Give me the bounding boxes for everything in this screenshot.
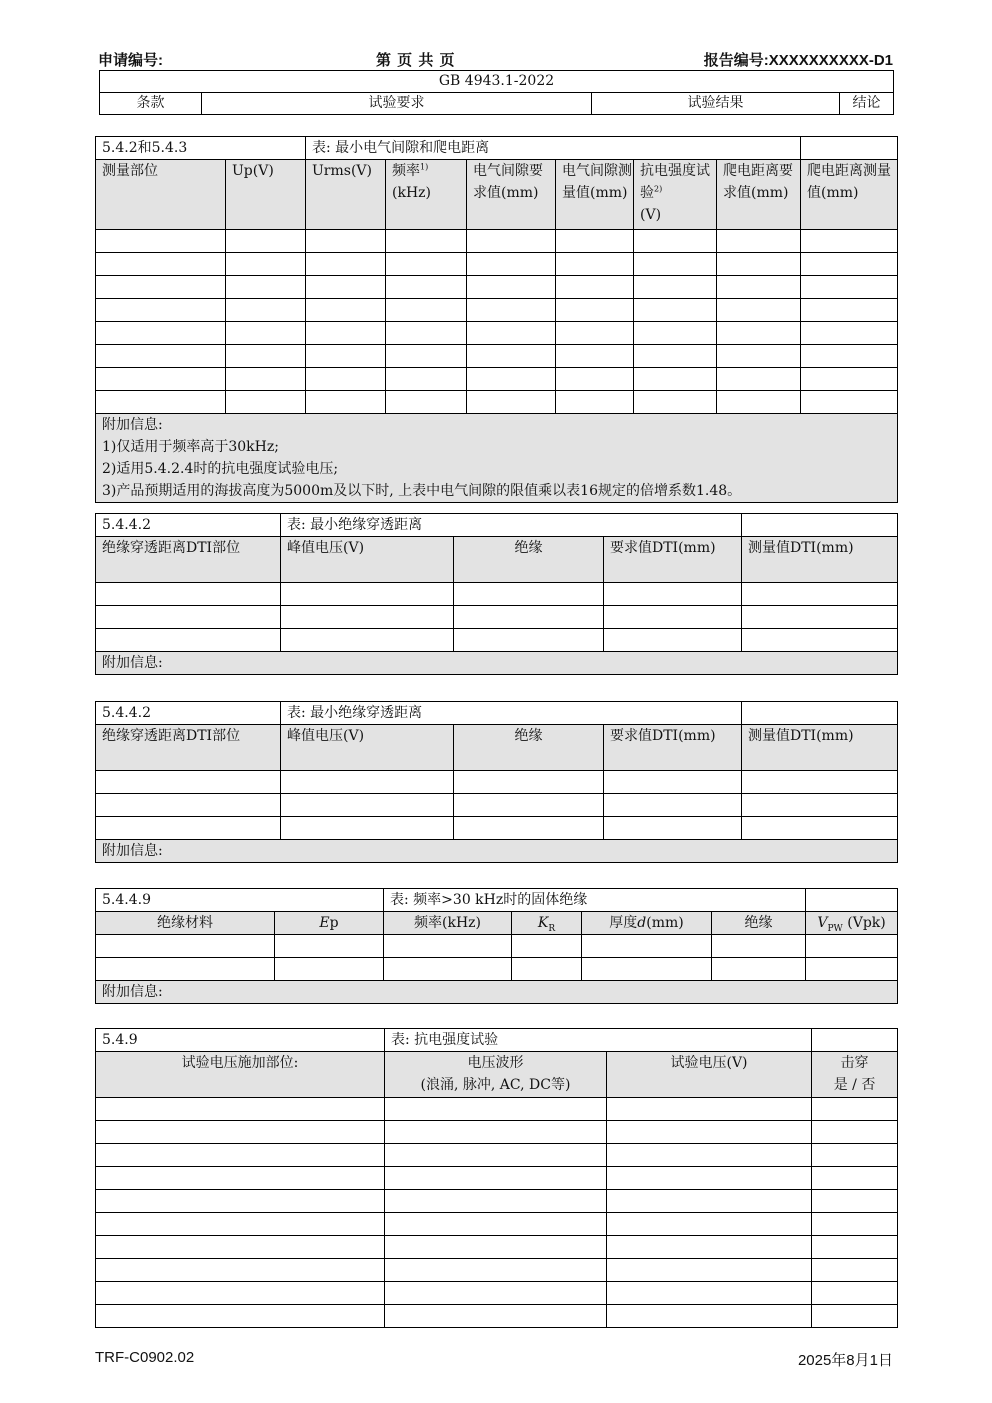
standard-header-table: [99, 70, 894, 115]
additional-info: 附加信息:: [96, 652, 898, 675]
header-insulation: 绝缘: [712, 912, 806, 935]
table-row[interactable]: [96, 1305, 898, 1328]
header-frequency: 频率(kHz): [384, 912, 512, 935]
table-title: 表: 最小电气间隙和爬电距离: [306, 137, 801, 160]
col-result: 试验结果: [592, 93, 840, 115]
form-date: 2025年8月1日: [797, 1352, 893, 1369]
report-no-label: 报告编号:: [703, 52, 769, 69]
table-row[interactable]: [96, 299, 898, 322]
header-electric-strength: 抗电强度试验$^{2)}$ (V): [634, 160, 717, 230]
table-title: 表: 最小绝缘穿透距离: [281, 514, 742, 537]
table-row[interactable]: [96, 629, 898, 652]
table-row[interactable]: [96, 1121, 898, 1144]
table-row[interactable]: [96, 1190, 898, 1213]
page-count: 第 页 共 页: [376, 52, 456, 69]
clause-number: 5.4.2和5.4.3: [96, 137, 306, 160]
table-row[interactable]: [96, 368, 898, 391]
distance-through-insulation-table-1: [95, 513, 898, 675]
header-clearance-measured: 电气间隙测量值(mm): [556, 160, 634, 230]
additional-info: [96, 414, 898, 503]
additional-info-title: 附加信息:: [102, 417, 163, 433]
clause-number: 5.4.4.2: [96, 702, 281, 725]
table-row[interactable]: [96, 1167, 898, 1190]
col-clause: 条款: [100, 93, 202, 115]
table-row[interactable]: [96, 958, 898, 981]
note-2: 2)适用5.4.2.4时的抗电强度试验电压;: [102, 461, 339, 477]
table-row[interactable]: [96, 1213, 898, 1236]
verdict-cell[interactable]: [812, 1029, 898, 1052]
table-row[interactable]: [96, 1144, 898, 1167]
header-insulation: 绝缘: [454, 537, 604, 583]
table-title: 表: 抗电强度试验: [385, 1029, 812, 1052]
header-test-voltage: 试验电压(V): [607, 1052, 812, 1098]
header-material: 绝缘材料: [96, 912, 275, 935]
header-peak-voltage: 峰值电压(V): [281, 725, 454, 771]
clause-number: 5.4.9: [102, 1032, 138, 1048]
table-row[interactable]: [96, 322, 898, 345]
header-creepage-required: 爬电距离要求值(mm): [717, 160, 801, 230]
header-dti-measured: 测量值DTI(mm): [742, 537, 898, 583]
clause-title-cell: [96, 1029, 385, 1052]
table-row[interactable]: [96, 253, 898, 276]
header-dti-measured: 测量值DTI(mm): [742, 725, 898, 771]
header-dti-location: 绝缘穿透距离DTI部位: [96, 537, 281, 583]
table-row[interactable]: [96, 817, 898, 840]
table-row[interactable]: [96, 1259, 898, 1282]
header-vpw: $V_{PW}$ (Vpk): [806, 912, 898, 935]
header-dti-location: 绝缘穿透距离DTI部位: [96, 725, 281, 771]
distance-through-insulation-table-2: [95, 701, 898, 863]
table-row[interactable]: [96, 606, 898, 629]
table-row[interactable]: [96, 1236, 898, 1259]
standard-code: GB 4943.1-2022: [100, 71, 894, 93]
report-no-value: XXXXXXXXXX-D1: [768, 52, 893, 69]
table-row[interactable]: [96, 230, 898, 253]
header-creepage-measured: 爬电距离测量值(mm): [801, 160, 898, 230]
additional-info: 附加信息:: [96, 981, 898, 1004]
note-3: 3)产品预期适用的海拔高度为5000m及以下时, 上表中电气间隙的限值乘以表16规定的倍增系数1.48。: [102, 483, 742, 499]
header-frequency: 频率$^{1)}$ (kHz): [386, 160, 467, 230]
table-title: 表: 频率>30 kHz时的固体绝缘: [384, 889, 806, 912]
clause-number: 5.4.4.9: [102, 892, 151, 908]
header-thickness: 厚度d(mm): [582, 912, 712, 935]
header-waveform: 电压波形 (浪涌, 脉冲, AC, DC等): [385, 1052, 607, 1098]
verdict-cell[interactable]: [806, 889, 898, 912]
table-row[interactable]: [96, 583, 898, 606]
electric-strength-test-table: [95, 1028, 898, 1328]
col-verdict: 结论: [840, 93, 894, 115]
header-dti-required: 要求值DTI(mm): [604, 537, 742, 583]
solid-insulation-high-freq-table: [95, 888, 898, 1004]
header-dti-required: 要求值DTI(mm): [604, 725, 742, 771]
header-urms: Urms(V): [306, 160, 386, 230]
form-code: TRF-C0902.02: [95, 1349, 195, 1366]
header-clearance-required: 电气间隙要求值(mm): [467, 160, 556, 230]
header-up: Up(V): [226, 160, 306, 230]
header-test-location: 试验电压施加部位:: [96, 1052, 385, 1098]
table-row[interactable]: [96, 935, 898, 958]
application-no-label: 申请编号:: [98, 52, 163, 69]
header-ep: Ep: [275, 912, 384, 935]
verdict-cell[interactable]: [742, 702, 898, 725]
verdict-cell[interactable]: [742, 514, 898, 537]
table-row[interactable]: [96, 1282, 898, 1305]
table-row[interactable]: [96, 345, 898, 368]
clearance-creepage-table: [95, 136, 898, 503]
additional-info: 附加信息:: [96, 840, 898, 863]
header-location: 测量部位: [96, 160, 226, 230]
header-breakdown: 击穿 是 / 否: [812, 1052, 898, 1098]
col-requirement: 试验要求: [202, 93, 592, 115]
header-peak-voltage: 峰值电压(V): [281, 537, 454, 583]
table-row[interactable]: [96, 391, 898, 414]
note-1: 1)仅适用于频率高于30kHz;: [102, 439, 279, 455]
header-insulation: 绝缘: [454, 725, 604, 771]
clause-title-cell: [96, 889, 384, 912]
table-row[interactable]: [96, 794, 898, 817]
clause-number: 5.4.4.2: [96, 514, 281, 537]
verdict-cell[interactable]: [801, 137, 898, 160]
table-row[interactable]: [96, 771, 898, 794]
table-row[interactable]: [96, 276, 898, 299]
table-row[interactable]: [96, 1098, 898, 1121]
report-no: [704, 49, 893, 70]
table-title: 表: 最小绝缘穿透距离: [281, 702, 742, 725]
header-kr: $K_R$: [512, 912, 582, 935]
